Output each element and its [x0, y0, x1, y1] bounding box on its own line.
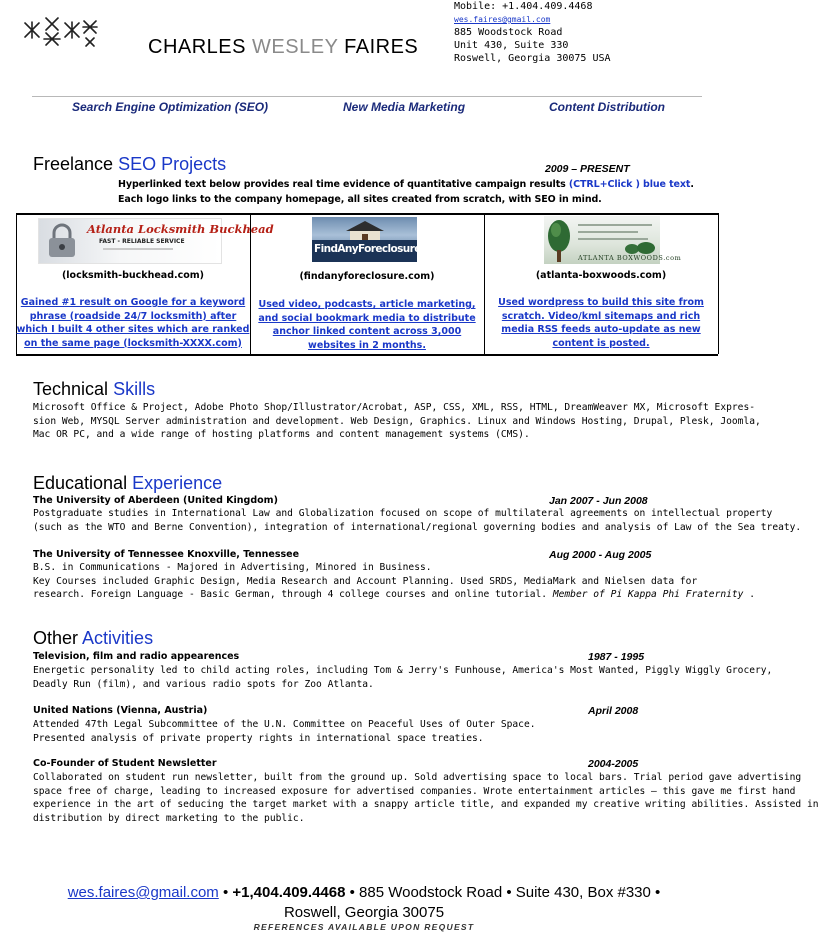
foreclosure-logo-title: FindAnyForeclosure — [314, 243, 421, 255]
project-logo-atlanta-boxwoods[interactable] — [544, 216, 682, 264]
section-title-freelance-b: SEO Projects — [118, 154, 227, 174]
freelance-note-2: Each logo links to the company homepage, all sites created from scratch, with SEO in mind. — [118, 194, 602, 205]
project-desc-line: Used wordpress to build this site from — [498, 297, 704, 308]
project-site-locksmith: (locksmith-buckhead.com) — [61, 270, 205, 281]
project-desc-line: phrase (roadside 24/7 locksmith) after — [29, 310, 237, 322]
project-logo-locksmith[interactable] — [38, 218, 274, 264]
references-note: REFERENCES AVAILABLE UPON REQUEST — [253, 922, 475, 932]
footer-separator: • — [218, 884, 233, 901]
education-item-head: The University of Aberdeen (United Kingdom) — [33, 495, 278, 506]
footer-email-link[interactable]: wes.faires@gmail.com — [67, 884, 219, 901]
locksmith-logo-title: Atlanta Locksmith Buckhead — [87, 222, 274, 236]
project-result-link-locksmith[interactable] — [16, 296, 250, 350]
padlock-icon — [43, 223, 81, 259]
text-line: (such as the WTO and Berne Convention), integration of international/regional governing bodies and analysis of Law of the Sea treaty. — [33, 521, 802, 533]
text-line: space free of charge, leading to increased exposure for advertised companies. Wrote entertainment articles – this gave me first hand — [33, 785, 796, 797]
contact-block — [454, 0, 611, 65]
project-site-findanyforeclosure: (findanyforeclosure.com) — [299, 271, 435, 282]
freelance-note-1 — [118, 179, 694, 190]
project-result-link-atlanta-boxwoods[interactable] — [484, 296, 718, 350]
activity-item-date: 1987 - 1995 — [588, 651, 645, 663]
section-title-technical-b: Skills — [113, 379, 156, 399]
section-title-freelance — [33, 154, 226, 175]
boxwood-shrub-icon — [624, 240, 656, 254]
project-desc-line: Used video, podcasts, article marketing, — [258, 299, 476, 310]
section-title-other-a: Other — [33, 628, 79, 648]
text-line: Energetic personality led to child acting roles, including Tom & Jerry's Funhouse, America's Most Wanted, Piggly Wiggly Grocery, — [33, 665, 773, 676]
project-desc-line: which I built 4 other sites which are ranked — [16, 324, 250, 335]
education-item-date: Jan 2007 - Jun 2008 — [549, 495, 648, 507]
text-line: distribution by direct marketing to the public. — [33, 812, 305, 824]
project-desc-line: on the same page (locksmith-XXXX.com) — [24, 337, 242, 349]
grid-divider — [718, 213, 719, 354]
tree-icon — [546, 218, 572, 262]
text-line: Mac OR PC, and a wide range of hosting platforms and content management systems (CMS). — [33, 429, 530, 440]
project-desc-line: scratch. Video/kml sitemaps and rich — [501, 310, 701, 322]
text-segment: . — [743, 589, 756, 600]
activity-item-head: Television, film and radio appearences — [33, 651, 240, 662]
project-desc-line: Gained #1 result on Google for a keyword — [20, 297, 246, 308]
project-result-link-findanyforeclosure[interactable] — [250, 298, 484, 352]
section-title-technical-a: Technical — [33, 379, 109, 399]
text-segment: research. Foreign Language - Basic German, through 4 college courses and online tutorial. — [33, 589, 553, 600]
activity-item-date: 2004-2005 — [588, 758, 639, 770]
footer-city: Roswell, Georgia 30075 — [283, 904, 445, 921]
name-first: CHARLES — [148, 36, 246, 58]
text-line — [33, 588, 755, 602]
activity-item-head: Co-Founder of Student Newsletter — [33, 758, 217, 769]
text-line: sion Web, MYSQL Server administration and development. Web Design, Graphics. Linux and Windows Hosting, Drupal, Plesk, Joomla, — [33, 415, 761, 427]
contact-address-line3: Roswell, Georgia 30075 USA — [454, 53, 611, 64]
tagline-content: Content Distribution — [549, 100, 665, 114]
resume-name — [148, 36, 418, 59]
boxwoods-logo-title: ATLANTA BOXWOODS.com — [578, 254, 682, 262]
text-line: Postgraduate studies in International Law and Globalization focused on scope of multilateral agreements on intellectual property — [33, 508, 773, 519]
text-line: Key Courses included Graphic Design, Media Research and Account Planning. Used SRDS, MediaMark and Nielsen data for — [33, 575, 698, 587]
project-desc-line: anchor linked content across 3,000 — [272, 326, 462, 337]
project-desc-line: content is posted. — [552, 337, 650, 349]
freelance-note-1-b: (CTRL+Click ) blue text — [568, 179, 691, 190]
project-logo-findanyforeclosure[interactable] — [312, 217, 421, 262]
text-line: Microsoft Office & Project, Adobe Photo Shop/Illustrator/Acrobat, ASP, CSS, XML, RSS, HTML, DreamWeaver MX, Microsoft Expres- — [33, 402, 755, 413]
fraternity-note: Member of Pi Kappa Phi Fraternity — [552, 589, 744, 600]
footer-phone: +1,404.409.4468 — [232, 884, 346, 901]
activity-item-text — [33, 664, 772, 691]
locksmith-logo-subtitle: FAST - RELIABLE SERVICE — [99, 238, 185, 245]
education-item-head: The University of Tennessee Knoxville, Tennessee — [33, 549, 300, 560]
section-title-education-a: Educational — [33, 473, 128, 493]
freelance-date: 2009 – PRESENT — [545, 163, 630, 175]
text-line: Deadly Run (film), and various radio spots for Zoo Atlanta. — [33, 678, 374, 690]
project-site-atlanta-boxwoods: (atlanta-boxwoods.com) — [535, 270, 667, 281]
tagline-new-media: New Media Marketing — [343, 100, 466, 114]
education-item-text — [33, 561, 755, 602]
contact-address-line1: 885 Woodstock Road — [454, 27, 563, 38]
education-item-date: Aug 2000 - Aug 2005 — [549, 549, 652, 561]
footer-address: • 885 Woodstock Road • Suite 430, Box #330 • — [345, 884, 661, 901]
contact-mobile: Mobile: +1.404.409.4468 — [454, 1, 593, 12]
contact-address-line2: Unit 430, Suite 330 — [454, 40, 569, 51]
footer-contact-line — [0, 884, 728, 901]
section-title-education — [33, 473, 222, 494]
text-line: B.S. in Communications - Majored in Advertising, Minored in Business. — [33, 562, 432, 573]
section-title-education-b: Experience — [132, 473, 223, 493]
freelance-note-1-c: . — [690, 179, 694, 190]
decorative-logo-icon — [22, 14, 102, 50]
section-title-technical — [33, 379, 155, 400]
technical-skills-text — [33, 401, 761, 442]
activity-item-text — [33, 718, 536, 745]
freelance-note-1-a: Hyperlinked text below provides real time evidence of quantitative campaign results — [118, 179, 569, 190]
name-last: FAIRES — [344, 36, 419, 58]
activity-item-head: United Nations (Vienna, Austria) — [33, 705, 208, 716]
locksmith-logo-rule — [103, 248, 173, 250]
project-desc-line: media RSS feeds auto-update as new — [501, 324, 701, 335]
section-title-freelance-a: Freelance — [33, 154, 114, 174]
header-divider — [32, 96, 702, 97]
activity-item-date: April 2008 — [588, 705, 639, 717]
section-title-other-b: Activities — [82, 628, 154, 648]
name-middle: WESLEY — [252, 36, 339, 58]
text-line: experience in the art of seducing the target market with a snappy article title, and expanded my creative writing abilities. Assisted in — [33, 799, 819, 810]
text-line: Presented analysis of private property rights in international space treaties. — [33, 732, 484, 744]
education-item-text — [33, 507, 801, 534]
activity-item-text — [33, 771, 819, 825]
text-line: Collaborated on student run newsletter, built from the ground up. Sold advertising space to local bars. Trial period gave advertising — [33, 772, 802, 783]
contact-email-link[interactable]: wes.faires@gmail.com — [454, 15, 551, 24]
project-desc-line: and social bookmark media to distribute — [258, 312, 476, 324]
text-line: Attended 47th Legal Subcommittee of the U.N. Committee on Peaceful Uses of Outer Space. — [33, 719, 536, 730]
project-desc-line: websites in 2 months. — [308, 339, 426, 351]
section-title-other — [33, 628, 153, 649]
tagline-seo: Search Engine Optimization (SEO) — [72, 100, 269, 114]
